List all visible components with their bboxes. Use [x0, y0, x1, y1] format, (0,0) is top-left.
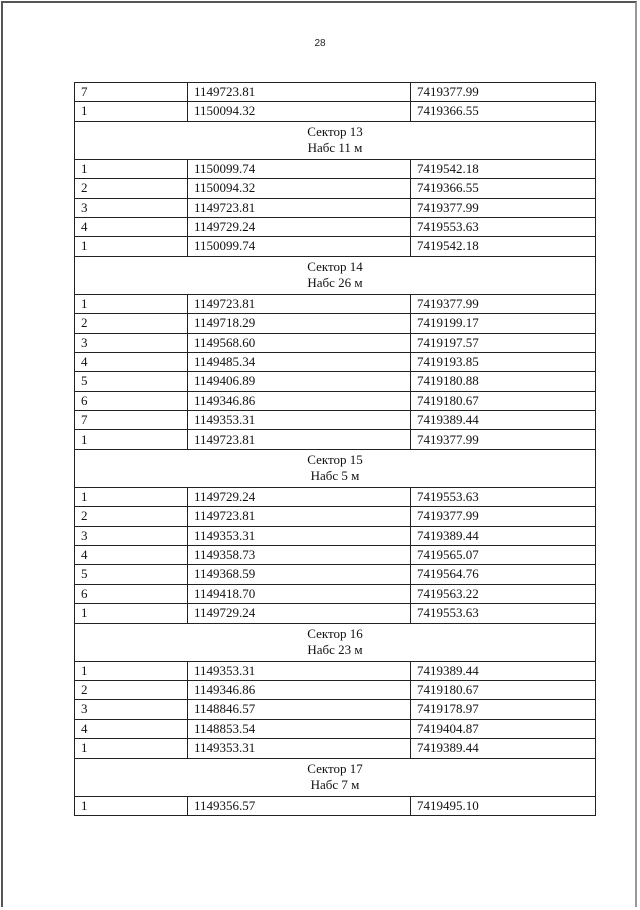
- sector-title: Сектор 13: [307, 124, 363, 140]
- table-row: [75, 102, 596, 121]
- y-coordinate-cell: 7419553.63: [411, 487, 596, 506]
- table-row: [75, 352, 596, 371]
- y-coordinate-cell: 7419553.63: [411, 604, 596, 623]
- sector-header-cell: [75, 623, 596, 661]
- sector-header-row: [75, 623, 596, 661]
- point-number-cell: 2: [75, 507, 188, 526]
- table-row: [75, 372, 596, 391]
- point-number-cell: 1: [75, 102, 188, 121]
- x-coordinate-cell: 1149729.24: [188, 487, 411, 506]
- table-row: [75, 719, 596, 738]
- y-coordinate-cell: 7419553.63: [411, 217, 596, 236]
- point-number-cell: 1: [75, 159, 188, 178]
- table-row: [75, 796, 596, 815]
- y-coordinate-cell: 7419178.97: [411, 700, 596, 719]
- x-coordinate-cell: 1149353.31: [188, 411, 411, 430]
- table-row: [75, 487, 596, 506]
- sector-header-row: [75, 121, 596, 159]
- sector-height: Набс 7 м: [310, 777, 360, 793]
- page-number: 28: [314, 38, 326, 49]
- sector-header-cell: [75, 758, 596, 796]
- table-row: [75, 391, 596, 410]
- x-coordinate-cell: 1149485.34: [188, 352, 411, 371]
- table-row: [75, 237, 596, 256]
- point-number-cell: 1: [75, 294, 188, 313]
- sector-height: Набс 23 м: [307, 642, 363, 658]
- table-row: [75, 217, 596, 236]
- y-coordinate-cell: 7419564.76: [411, 565, 596, 584]
- table-row: [75, 565, 596, 584]
- x-coordinate-cell: 1149723.81: [188, 430, 411, 449]
- x-coordinate-cell: 1149406.89: [188, 372, 411, 391]
- point-number-cell: 3: [75, 198, 188, 217]
- x-coordinate-cell: 1149346.86: [188, 391, 411, 410]
- point-number-cell: 4: [75, 352, 188, 371]
- point-number-cell: 3: [75, 526, 188, 545]
- x-coordinate-cell: 1148853.54: [188, 719, 411, 738]
- y-coordinate-cell: 7419389.44: [411, 526, 596, 545]
- point-number-cell: 4: [75, 719, 188, 738]
- y-coordinate-cell: 7419180.67: [411, 680, 596, 699]
- x-coordinate-cell: 1148846.57: [188, 700, 411, 719]
- table-row: [75, 411, 596, 430]
- x-coordinate-cell: 1149729.24: [188, 217, 411, 236]
- y-coordinate-cell: 7419193.85: [411, 352, 596, 371]
- y-coordinate-cell: 7419366.55: [411, 179, 596, 198]
- point-number-cell: 2: [75, 314, 188, 333]
- table-row: [75, 604, 596, 623]
- y-coordinate-cell: 7419542.18: [411, 237, 596, 256]
- x-coordinate-cell: 1149368.59: [188, 565, 411, 584]
- sector-header-cell: [75, 256, 596, 294]
- y-coordinate-cell: 7419197.57: [411, 333, 596, 352]
- sector-header-row: [75, 256, 596, 294]
- table-row: [75, 430, 596, 449]
- y-coordinate-cell: 7419389.44: [411, 739, 596, 758]
- table-row: [75, 159, 596, 178]
- point-number-cell: 1: [75, 237, 188, 256]
- point-number-cell: 1: [75, 487, 188, 506]
- point-number-cell: 1: [75, 739, 188, 758]
- table-row: [75, 314, 596, 333]
- x-coordinate-cell: 1149418.70: [188, 584, 411, 603]
- x-coordinate-cell: 1149723.81: [188, 507, 411, 526]
- x-coordinate-cell: 1149358.73: [188, 546, 411, 565]
- sector-header-row: [75, 449, 596, 487]
- y-coordinate-cell: 7419565.07: [411, 546, 596, 565]
- sector-header-cell: [75, 121, 596, 159]
- table-row: [75, 83, 596, 102]
- x-coordinate-cell: 1149356.57: [188, 796, 411, 815]
- sector-height: Набс 26 м: [307, 275, 363, 291]
- x-coordinate-cell: 1149346.86: [188, 680, 411, 699]
- y-coordinate-cell: 7419377.99: [411, 83, 596, 102]
- table-row: [75, 333, 596, 352]
- x-coordinate-cell: 1149729.24: [188, 604, 411, 623]
- point-number-cell: 2: [75, 179, 188, 198]
- table-row: [75, 584, 596, 603]
- point-number-cell: 5: [75, 372, 188, 391]
- table-row: [75, 198, 596, 217]
- coordinates-table-body: [75, 83, 596, 816]
- point-number-cell: 1: [75, 796, 188, 815]
- table-row: [75, 700, 596, 719]
- y-coordinate-cell: 7419377.99: [411, 198, 596, 217]
- point-number-cell: 4: [75, 546, 188, 565]
- point-number-cell: 2: [75, 680, 188, 699]
- point-number-cell: 3: [75, 333, 188, 352]
- x-coordinate-cell: 1150094.32: [188, 179, 411, 198]
- table-row: [75, 507, 596, 526]
- point-number-cell: 1: [75, 604, 188, 623]
- x-coordinate-cell: 1149723.81: [188, 83, 411, 102]
- x-coordinate-cell: 1149353.31: [188, 661, 411, 680]
- point-number-cell: 6: [75, 584, 188, 603]
- point-number-cell: 1: [75, 430, 188, 449]
- x-coordinate-cell: 1150099.74: [188, 237, 411, 256]
- y-coordinate-cell: 7419377.99: [411, 430, 596, 449]
- point-number-cell: 7: [75, 83, 188, 102]
- x-coordinate-cell: 1150094.32: [188, 102, 411, 121]
- x-coordinate-cell: 1149723.81: [188, 294, 411, 313]
- y-coordinate-cell: 7419377.99: [411, 294, 596, 313]
- y-coordinate-cell: 7419377.99: [411, 507, 596, 526]
- table-row: [75, 179, 596, 198]
- x-coordinate-cell: 1149353.31: [188, 526, 411, 545]
- sector-height: Набс 5 м: [310, 468, 360, 484]
- point-number-cell: 5: [75, 565, 188, 584]
- point-number-cell: 7: [75, 411, 188, 430]
- point-number-cell: 3: [75, 700, 188, 719]
- y-coordinate-cell: 7419366.55: [411, 102, 596, 121]
- table-row: [75, 680, 596, 699]
- sector-title: Сектор 15: [307, 452, 363, 468]
- sector-height: Набс 11 м: [307, 140, 363, 156]
- y-coordinate-cell: 7419542.18: [411, 159, 596, 178]
- table-row: [75, 294, 596, 313]
- x-coordinate-cell: 1149718.29: [188, 314, 411, 333]
- point-number-cell: 4: [75, 217, 188, 236]
- table-row: [75, 526, 596, 545]
- coordinates-table: [74, 82, 596, 816]
- y-coordinate-cell: 7419563.22: [411, 584, 596, 603]
- x-coordinate-cell: 1149723.81: [188, 198, 411, 217]
- y-coordinate-cell: 7419389.44: [411, 661, 596, 680]
- y-coordinate-cell: 7419389.44: [411, 411, 596, 430]
- y-coordinate-cell: 7419404.87: [411, 719, 596, 738]
- table-row: [75, 661, 596, 680]
- sector-header-cell: [75, 449, 596, 487]
- x-coordinate-cell: 1149353.31: [188, 739, 411, 758]
- point-number-cell: 6: [75, 391, 188, 410]
- sector-title: Сектор 17: [307, 760, 363, 776]
- x-coordinate-cell: 1150099.74: [188, 159, 411, 178]
- sector-title: Сектор 14: [307, 258, 363, 274]
- y-coordinate-cell: 7419180.88: [411, 372, 596, 391]
- table-row: [75, 739, 596, 758]
- point-number-cell: 1: [75, 661, 188, 680]
- sector-header-row: [75, 758, 596, 796]
- y-coordinate-cell: 7419199.17: [411, 314, 596, 333]
- y-coordinate-cell: 7419495.10: [411, 796, 596, 815]
- table-row: [75, 546, 596, 565]
- sector-title: Сектор 16: [307, 625, 363, 641]
- x-coordinate-cell: 1149568.60: [188, 333, 411, 352]
- y-coordinate-cell: 7419180.67: [411, 391, 596, 410]
